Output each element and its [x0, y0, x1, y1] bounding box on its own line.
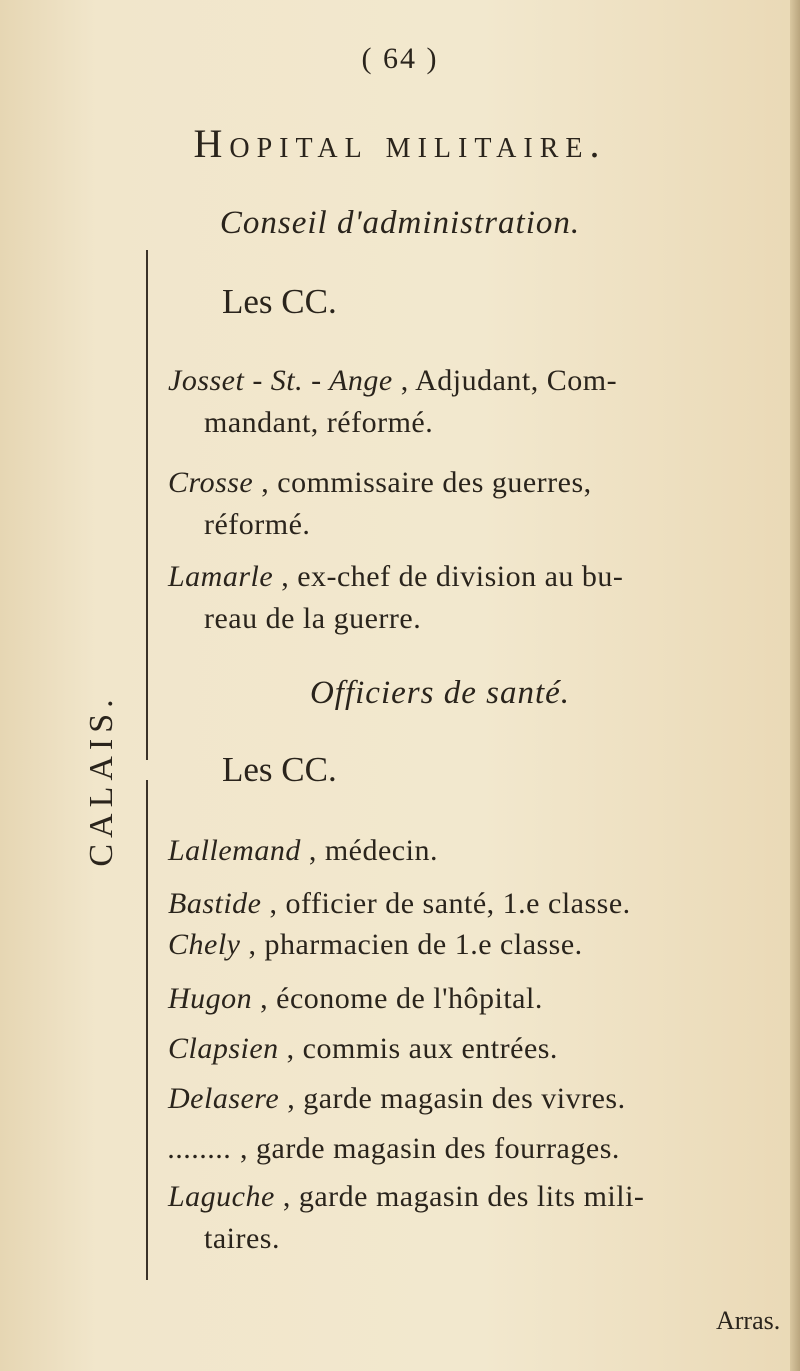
entry-text: , pharmacien de 1.e classe.	[240, 928, 583, 961]
entry-name: Josset - St. - Ange	[168, 364, 393, 397]
les-cc-heading: Les CC.	[222, 282, 337, 321]
entry-text: , économe de l'hôpital.	[252, 982, 543, 1015]
entry-name: Hugon	[168, 982, 253, 1015]
list-item	[168, 883, 788, 925]
entry-name: Delasere	[168, 1082, 280, 1115]
list-item	[168, 830, 788, 872]
page-title: Hopital militaire.	[193, 121, 607, 166]
entry-text: , ex-chef de division au bu-	[273, 560, 624, 593]
entry-text: , garde magasin des vivres.	[279, 1082, 626, 1115]
entry-continuation: réformé.	[204, 508, 311, 541]
entry-name: ........	[168, 1132, 232, 1165]
list-item	[168, 924, 788, 966]
section-subtitle-sante: Officiers de santé.	[309, 675, 571, 711]
list-item	[168, 1128, 788, 1170]
entry-name: Lamarle	[168, 560, 274, 593]
margin-rule	[146, 780, 148, 1280]
entry-continuation: reau de la guerre.	[204, 602, 422, 635]
list-item	[168, 1176, 788, 1260]
section-subtitle-administration: Conseil d'administration.	[219, 205, 581, 241]
entry-name: Lallemand	[168, 834, 301, 867]
entry-name: Crosse	[168, 466, 254, 499]
list-item	[168, 1028, 788, 1070]
entry-name: Clapsien	[168, 1032, 279, 1065]
list-item	[168, 556, 788, 640]
list-item	[168, 978, 788, 1020]
entry-continuation: taires.	[204, 1222, 280, 1255]
entry-text: , commis aux entrées.	[278, 1032, 558, 1065]
entry-name: Chely	[168, 928, 241, 961]
les-cc-heading: Les CC.	[222, 750, 337, 789]
page-number: ( 64 )	[361, 42, 439, 75]
list-item	[168, 462, 788, 546]
entry-name: Bastide	[168, 887, 262, 920]
entry-text: , garde magasin des lits mili-	[274, 1180, 645, 1213]
list-item	[168, 360, 788, 444]
entry-text: , commissaire des guerres,	[253, 466, 592, 499]
entry-text: , garde magasin des fourrages.	[232, 1132, 620, 1165]
entry-continuation: mandant, réformé.	[204, 406, 434, 439]
entry-name: Laguche	[168, 1180, 275, 1213]
catchword: Arras.	[716, 1306, 781, 1335]
list-item	[168, 1078, 788, 1120]
entry-text: , officier de santé, 1.e classe.	[261, 887, 631, 920]
entry-text: , Adjudant, Com-	[392, 364, 618, 397]
side-label-text: CALAIS.	[83, 693, 120, 867]
entry-text: , médecin.	[300, 834, 438, 867]
